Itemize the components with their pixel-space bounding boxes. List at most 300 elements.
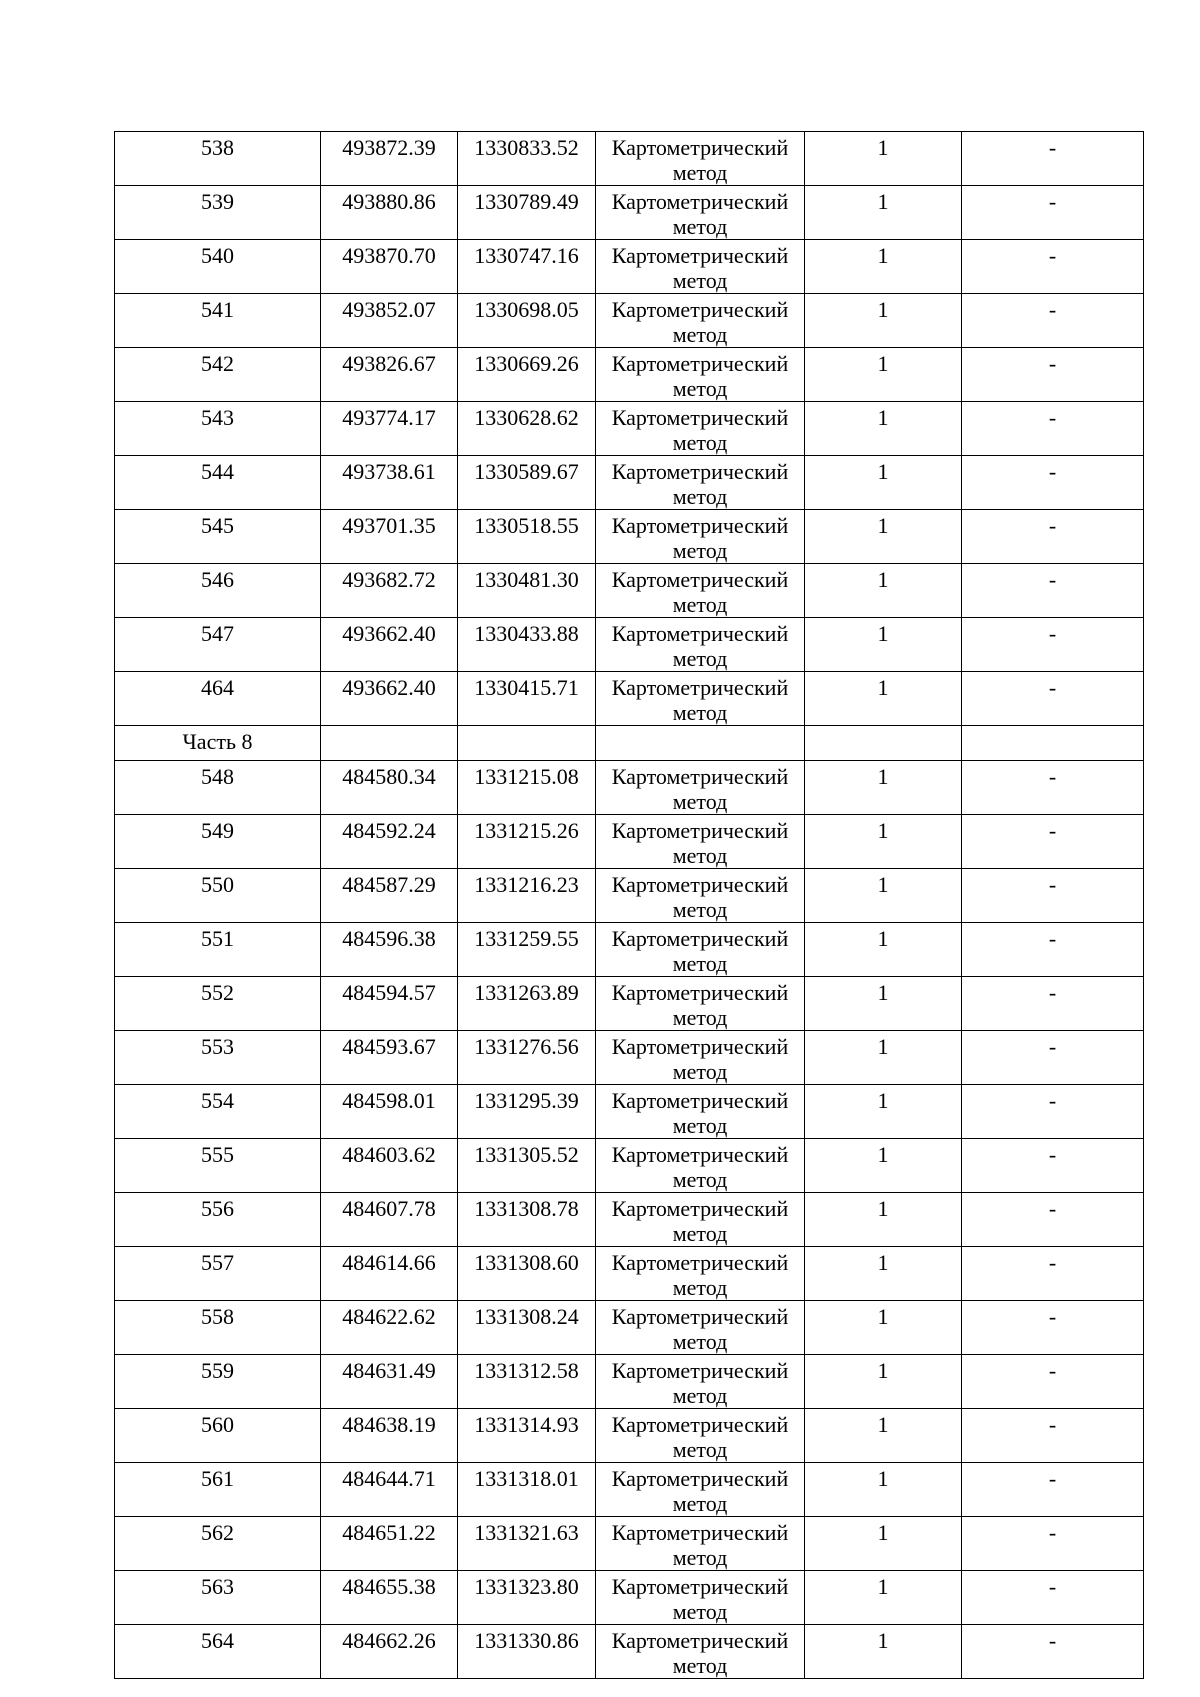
section-header-row [115,726,1144,761]
method-cell-text: Картометрический метод [611,1088,789,1138]
point-number-cell-text: 542 [201,351,234,376]
note-cell-text: - [1048,980,1057,1005]
method-cell [596,1463,805,1517]
accuracy-cell-text: 1 [877,1520,889,1545]
x-coordinate-cell-text: 484644.71 [342,1466,436,1491]
x-coordinate-cell-text: 484594.57 [342,980,436,1005]
y-coordinate-cell [458,294,596,348]
note-cell [962,1085,1144,1139]
accuracy-cell-text: 1 [877,980,889,1005]
point-number-cell-text: 564 [201,1628,234,1653]
accuracy-cell-text: 1 [877,872,889,897]
point-number-cell [115,1301,321,1355]
method-cell [596,1085,805,1139]
table-row [115,1193,1144,1247]
point-number-cell-text: 560 [201,1412,234,1437]
table-body [115,132,1144,1679]
point-number-cell [115,294,321,348]
y-coordinate-cell [458,1247,596,1301]
point-number-cell [115,456,321,510]
method-cell-text: Картометрический метод [611,1628,789,1678]
point-number-cell [115,1193,321,1247]
table-row [115,186,1144,240]
accuracy-cell [805,402,962,456]
method-cell-text: Картометрический метод [611,1412,789,1462]
table-row [115,815,1144,869]
accuracy-cell [805,186,962,240]
accuracy-cell [805,726,962,761]
table-row [115,1301,1144,1355]
point-number-cell [115,348,321,402]
method-cell [596,294,805,348]
method-cell-text: Картометрический метод [611,459,789,509]
note-cell-text: - [1048,1304,1057,1329]
y-coordinate-cell-text: 1331215.26 [474,818,579,843]
point-number-cell [115,240,321,294]
table-row [115,977,1144,1031]
note-cell [962,672,1144,726]
method-cell-text [596,726,804,729]
note-cell [962,1571,1144,1625]
method-cell-text: Картометрический метод [611,926,789,976]
point-number-cell [115,1139,321,1193]
method-cell-text: Картометрический метод [611,1142,789,1192]
x-coordinate-cell [321,761,458,815]
x-coordinate-cell [321,132,458,186]
note-cell-text: - [1048,1628,1057,1653]
y-coordinate-cell-text: 1331308.60 [474,1250,579,1275]
x-coordinate-cell-text: 493872.39 [342,135,436,160]
point-number-cell-text: 539 [201,189,234,214]
note-cell [962,186,1144,240]
method-cell-text: Картометрический метод [611,675,789,725]
point-number-cell [115,923,321,977]
x-coordinate-cell [321,1625,458,1679]
point-number-cell-text: 556 [201,1196,234,1221]
accuracy-cell-text: 1 [877,297,889,322]
y-coordinate-cell-text: 1331215.08 [474,764,579,789]
y-coordinate-cell [458,1301,596,1355]
y-coordinate-cell-text: 1331308.78 [474,1196,579,1221]
table-row [115,1247,1144,1301]
method-cell-text: Картометрический метод [611,818,789,868]
accuracy-cell [805,456,962,510]
accuracy-cell [805,564,962,618]
x-coordinate-cell-text [321,726,457,730]
method-cell-text: Картометрический метод [611,764,789,814]
y-coordinate-cell-text: 1330698.05 [474,297,579,322]
method-cell-text: Картометрический метод [611,872,789,922]
x-coordinate-cell-text: 484662.26 [342,1628,436,1653]
y-coordinate-cell [458,132,596,186]
x-coordinate-cell [321,348,458,402]
method-cell [596,186,805,240]
x-coordinate-cell-text: 484603.62 [342,1142,436,1167]
accuracy-cell [805,1571,962,1625]
accuracy-cell [805,618,962,672]
point-number-cell-text: 553 [201,1034,234,1059]
method-cell-text: Картометрический метод [611,621,789,671]
table-row [115,348,1144,402]
note-cell [962,348,1144,402]
x-coordinate-cell-text: 484638.19 [342,1412,436,1437]
x-coordinate-cell [321,815,458,869]
x-coordinate-cell-text: 493738.61 [342,459,436,484]
accuracy-cell-text: 1 [877,1628,889,1653]
point-number-cell [115,1571,321,1625]
method-cell [596,348,805,402]
accuracy-cell [805,977,962,1031]
x-coordinate-cell [321,240,458,294]
note-cell-text: - [1048,1520,1057,1545]
point-number-cell-text: 544 [201,459,234,484]
accuracy-cell-text: 1 [877,1034,889,1059]
point-number-cell-text: 543 [201,405,234,430]
accuracy-cell-text: 1 [877,189,889,214]
method-cell [596,923,805,977]
accuracy-cell [805,1247,962,1301]
x-coordinate-cell [321,1355,458,1409]
x-coordinate-cell [321,977,458,1031]
table-row [115,1409,1144,1463]
method-cell-text: Картометрический метод [611,1574,789,1624]
accuracy-cell-text: 1 [877,1088,889,1113]
y-coordinate-cell-text: 1331216.23 [474,872,579,897]
x-coordinate-cell-text: 493662.40 [342,675,436,700]
y-coordinate-cell-text: 1331314.93 [474,1412,579,1437]
accuracy-cell-text: 1 [877,1142,889,1167]
table-row [115,402,1144,456]
method-cell [596,1625,805,1679]
y-coordinate-cell [458,1193,596,1247]
accuracy-cell [805,1193,962,1247]
accuracy-cell [805,1139,962,1193]
method-cell [596,1247,805,1301]
table-row [115,132,1144,186]
note-cell-text: - [1048,243,1057,268]
table-row [115,1463,1144,1517]
point-number-cell-text: Часть 8 [182,729,253,754]
method-cell-text: Картометрический метод [611,1196,789,1246]
note-cell-text: - [1048,189,1057,214]
method-cell [596,240,805,294]
note-cell [962,564,1144,618]
method-cell-text: Картометрический метод [611,1250,789,1300]
y-coordinate-cell [458,348,596,402]
point-number-cell [115,132,321,186]
accuracy-cell-text: 1 [877,1358,889,1383]
method-cell [596,132,805,186]
note-cell [962,815,1144,869]
coordinates-table [114,131,1144,1679]
point-number-cell [115,672,321,726]
method-cell-text: Картометрический метод [611,513,789,563]
y-coordinate-cell-text: 1330628.62 [474,405,579,430]
note-cell [962,1517,1144,1571]
point-number-cell-text: 540 [201,243,234,268]
point-number-cell-text: 555 [201,1142,234,1167]
note-cell [962,1355,1144,1409]
table-row [115,1085,1144,1139]
y-coordinate-cell [458,1625,596,1679]
note-cell-text: - [1048,1088,1057,1113]
x-coordinate-cell [321,618,458,672]
y-coordinate-cell-text: 1331330.86 [474,1628,579,1653]
x-coordinate-cell-text: 484593.67 [342,1034,436,1059]
y-coordinate-cell-text: 1330833.52 [474,135,579,160]
point-number-cell-text: 541 [201,297,234,322]
accuracy-cell [805,672,962,726]
accuracy-cell [805,1625,962,1679]
method-cell-text: Картометрический метод [611,297,789,347]
method-cell [596,1409,805,1463]
point-number-cell-text: 547 [201,621,234,646]
method-cell [596,510,805,564]
note-cell [962,977,1144,1031]
x-coordinate-cell-text: 493774.17 [342,405,436,430]
y-coordinate-cell [458,726,596,761]
y-coordinate-cell-text: 1330518.55 [474,513,579,538]
x-coordinate-cell [321,1193,458,1247]
y-coordinate-cell-text: 1331308.24 [474,1304,579,1329]
point-number-cell-text: 551 [201,926,234,951]
x-coordinate-cell [321,1517,458,1571]
y-coordinate-cell-text: 1331295.39 [474,1088,579,1113]
note-cell-text: - [1048,567,1057,592]
accuracy-cell-text [805,726,961,730]
note-cell [962,1031,1144,1085]
y-coordinate-cell [458,1409,596,1463]
y-coordinate-cell-text: 1330589.67 [474,459,579,484]
note-cell [962,1409,1144,1463]
accuracy-cell-text: 1 [877,1196,889,1221]
note-cell-text: - [1048,297,1057,322]
accuracy-cell [805,132,962,186]
x-coordinate-cell-text: 484631.49 [342,1358,436,1383]
y-coordinate-cell-text: 1330789.49 [474,189,579,214]
method-cell [596,815,805,869]
method-cell [596,1031,805,1085]
table-row [115,1139,1144,1193]
accuracy-cell-text: 1 [877,513,889,538]
x-coordinate-cell [321,1247,458,1301]
note-cell [962,869,1144,923]
y-coordinate-cell [458,1355,596,1409]
note-cell [962,761,1144,815]
point-number-cell-text: 557 [201,1250,234,1275]
method-cell-text: Картометрический метод [611,1466,789,1516]
accuracy-cell [805,1085,962,1139]
y-coordinate-cell [458,672,596,726]
accuracy-cell-text: 1 [877,926,889,951]
x-coordinate-cell [321,1031,458,1085]
accuracy-cell-text: 1 [877,405,889,430]
method-cell [596,456,805,510]
accuracy-cell [805,761,962,815]
y-coordinate-cell [458,1031,596,1085]
accuracy-cell [805,240,962,294]
y-coordinate-cell-text: 1331259.55 [474,926,579,951]
note-cell [962,726,1144,761]
accuracy-cell-text: 1 [877,567,889,592]
note-cell-text: - [1048,675,1057,700]
point-number-cell [115,1409,321,1463]
note-cell-text: - [1048,1466,1057,1491]
point-number-cell [115,815,321,869]
point-number-cell-text: 549 [201,818,234,843]
point-number-cell [115,1247,321,1301]
accuracy-cell-text: 1 [877,1412,889,1437]
x-coordinate-cell-text: 484587.29 [342,872,436,897]
note-cell-text: - [1048,621,1057,646]
point-number-cell [115,1517,321,1571]
table-row [115,1517,1144,1571]
y-coordinate-cell-text: 1331323.80 [474,1574,579,1599]
table-row [115,618,1144,672]
point-number-cell [115,1031,321,1085]
point-number-cell-text: 545 [201,513,234,538]
method-cell [596,1517,805,1571]
method-cell-text: Картометрический метод [611,980,789,1030]
point-number-cell-text: 550 [201,872,234,897]
y-coordinate-cell [458,510,596,564]
y-coordinate-cell [458,456,596,510]
table-row [115,1355,1144,1409]
x-coordinate-cell [321,1301,458,1355]
y-coordinate-cell [458,1085,596,1139]
method-cell [596,618,805,672]
y-coordinate-cell-text: 1330433.88 [474,621,579,646]
y-coordinate-cell-text: 1331312.58 [474,1358,579,1383]
accuracy-cell-text: 1 [877,764,889,789]
note-cell-text: - [1048,1574,1057,1599]
table-row [115,761,1144,815]
y-coordinate-cell-text: 1330669.26 [474,351,579,376]
note-cell [962,132,1144,186]
y-coordinate-cell [458,564,596,618]
note-cell-text: - [1048,1196,1057,1221]
method-cell [596,977,805,1031]
note-cell-text: - [1048,818,1057,843]
method-cell [596,672,805,726]
accuracy-cell [805,294,962,348]
accuracy-cell-text: 1 [877,818,889,843]
method-cell [596,1301,805,1355]
x-coordinate-cell-text: 484598.01 [342,1088,436,1113]
x-coordinate-cell-text: 493701.35 [342,513,436,538]
point-number-cell [115,618,321,672]
point-number-cell [115,761,321,815]
accuracy-cell-text: 1 [877,1466,889,1491]
x-coordinate-cell-text: 493870.70 [342,243,436,268]
accuracy-cell-text: 1 [877,675,889,700]
table-row [115,456,1144,510]
note-cell [962,618,1144,672]
x-coordinate-cell-text: 484655.38 [342,1574,436,1599]
note-cell-text: - [1048,764,1057,789]
note-cell [962,1301,1144,1355]
y-coordinate-cell [458,618,596,672]
accuracy-cell [805,1301,962,1355]
note-cell [962,294,1144,348]
point-number-cell-text: 563 [201,1574,234,1599]
table-row [115,510,1144,564]
x-coordinate-cell [321,726,458,761]
table-row [115,923,1144,977]
accuracy-cell-text: 1 [877,1574,889,1599]
x-coordinate-cell-text: 493682.72 [342,567,436,592]
method-cell [596,402,805,456]
y-coordinate-cell [458,1517,596,1571]
note-cell-text: - [1048,135,1057,160]
method-cell-text: Картометрический метод [611,135,789,185]
table-row [115,672,1144,726]
note-cell-text: - [1048,1034,1057,1059]
x-coordinate-cell-text: 484607.78 [342,1196,436,1221]
point-number-cell [115,402,321,456]
x-coordinate-cell-text: 493880.86 [342,189,436,214]
x-coordinate-cell [321,456,458,510]
accuracy-cell-text: 1 [877,459,889,484]
y-coordinate-cell [458,1139,596,1193]
accuracy-cell [805,815,962,869]
x-coordinate-cell [321,186,458,240]
y-coordinate-cell-text: 1331318.01 [474,1466,579,1491]
x-coordinate-cell-text: 484622.62 [342,1304,436,1329]
table-row [115,294,1144,348]
note-cell-text: - [1048,1250,1057,1275]
table-row [115,1625,1144,1679]
point-number-cell-text: 562 [201,1520,234,1545]
x-coordinate-cell [321,672,458,726]
y-coordinate-cell-text [458,726,595,730]
y-coordinate-cell-text: 1330481.30 [474,567,579,592]
point-number-cell-text: 464 [201,675,234,700]
note-cell-text: - [1048,459,1057,484]
accuracy-cell [805,510,962,564]
x-coordinate-cell [321,1409,458,1463]
method-cell-text: Картометрический метод [611,405,789,455]
note-cell-text: - [1048,351,1057,376]
note-cell [962,1247,1144,1301]
x-coordinate-cell-text: 484651.22 [342,1520,436,1545]
point-number-cell [115,1355,321,1409]
y-coordinate-cell [458,977,596,1031]
point-number-cell-text: 538 [201,135,234,160]
accuracy-cell [805,1409,962,1463]
point-number-cell-text: 554 [201,1088,234,1113]
accuracy-cell-text: 1 [877,351,889,376]
method-cell [596,1571,805,1625]
table-row [115,1031,1144,1085]
x-coordinate-cell [321,1571,458,1625]
table-row [115,240,1144,294]
method-cell [596,761,805,815]
method-cell [596,726,805,761]
note-cell [962,240,1144,294]
note-cell [962,510,1144,564]
point-number-cell-text: 546 [201,567,234,592]
y-coordinate-cell-text: 1331263.89 [474,980,579,1005]
y-coordinate-cell [458,869,596,923]
x-coordinate-cell-text: 484592.24 [342,818,436,843]
method-cell [596,869,805,923]
note-cell [962,923,1144,977]
method-cell-text: Картометрический метод [611,351,789,401]
y-coordinate-cell [458,1571,596,1625]
x-coordinate-cell-text: 493852.07 [342,297,436,322]
note-cell [962,1463,1144,1517]
